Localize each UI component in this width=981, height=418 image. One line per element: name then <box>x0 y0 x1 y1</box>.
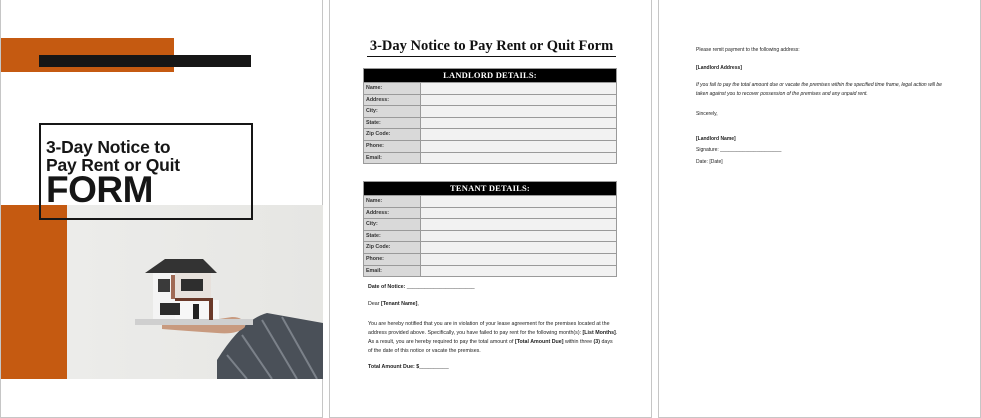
greeting <box>368 300 419 309</box>
signature-line[interactable]: Signature: ______________________ <box>696 147 782 153</box>
field-label: Address: <box>364 208 421 219</box>
table-row <box>364 105 616 117</box>
paragraph-text: days of the date of this notice or vacate the premises. <box>368 339 613 354</box>
closing-page <box>658 0 981 418</box>
table-row <box>364 82 616 94</box>
table-row <box>364 207 616 219</box>
sincerely: Sincerely, <box>696 111 718 117</box>
accent-bar-left <box>1 205 67 379</box>
landlord-zip-field[interactable] <box>421 129 616 140</box>
greeting-suffix: , <box>417 301 419 307</box>
tenant-zip-field[interactable] <box>421 242 616 253</box>
house-in-hand-icon <box>67 205 323 379</box>
table-row <box>364 117 616 129</box>
legal-warning: If you fail to pay the total amount due or vacate the premises within the specified time frame, legal action will be taken against you to recover possession of the premises and any unpaid rent. <box>696 82 942 97</box>
table-row <box>364 218 616 230</box>
tenant-name-field[interactable] <box>421 196 616 207</box>
field-label: Email: <box>364 153 421 164</box>
table-row <box>364 152 616 164</box>
tenant-address-field[interactable] <box>421 208 616 219</box>
form-page <box>329 0 652 418</box>
table-row <box>364 195 616 207</box>
list-months-placeholder: [List Months] <box>582 330 616 336</box>
total-amount-label: Total Amount Due: $ <box>368 364 420 370</box>
cover-title-box <box>39 123 253 220</box>
tenant-name-placeholder: [Tenant Name] <box>380 301 418 307</box>
black-stripe <box>39 55 251 67</box>
cover-page <box>0 0 323 418</box>
paragraph-text: . As a result, you are hereby required to pay the total amount of <box>368 330 618 345</box>
tenant-table-header: TENANT DETAILS: <box>364 182 616 195</box>
tenant-phone-field[interactable] <box>421 254 616 265</box>
cover-title-line-1: 3-Day Notice to <box>46 137 171 157</box>
date-of-notice-line <box>368 283 475 292</box>
paragraph-text: within three <box>563 339 594 345</box>
landlord-state-field[interactable] <box>421 118 616 129</box>
tenant-city-field[interactable] <box>421 219 616 230</box>
landlord-details-table <box>363 68 617 164</box>
tenant-email-field[interactable] <box>421 266 616 277</box>
greeting-prefix: Dear <box>368 301 381 307</box>
table-row <box>364 94 616 106</box>
field-label: Email: <box>364 266 421 277</box>
cover-title-form: FORM <box>46 169 153 210</box>
cover-title-line-2: Pay Rent or Quit <box>46 155 180 175</box>
table-row <box>364 253 616 265</box>
date-of-notice-blank[interactable]: _______________________ <box>406 284 475 290</box>
notice-paragraph <box>368 320 618 356</box>
field-label: Name: <box>364 83 421 94</box>
total-amount-blank[interactable]: __________ <box>419 364 449 370</box>
three-days-number: (3) <box>593 339 600 345</box>
table-row <box>364 241 616 253</box>
field-label: City: <box>364 219 421 230</box>
house-photo <box>67 205 323 379</box>
field-label: Zip Code: <box>364 242 421 253</box>
field-label: Phone: <box>364 254 421 265</box>
date-line: Date: [Date] <box>696 159 723 165</box>
field-label: City: <box>364 106 421 117</box>
table-row <box>364 265 616 277</box>
field-label: State: <box>364 231 421 242</box>
remit-instruction: Please remit payment to the following address: <box>696 47 800 53</box>
field-label: Address: <box>364 95 421 106</box>
landlord-address-field[interactable] <box>421 95 616 106</box>
landlord-city-field[interactable] <box>421 106 616 117</box>
landlord-name-field[interactable] <box>421 83 616 94</box>
date-of-notice-label: Date of Notice: <box>368 284 406 290</box>
field-label: Phone: <box>364 141 421 152</box>
landlord-table-header: LANDLORD DETAILS: <box>364 69 616 82</box>
form-title: 3-Day Notice to Pay Rent or Quit Form <box>367 38 616 57</box>
landlord-address-placeholder: [Landlord Address] <box>696 65 742 71</box>
tenant-state-field[interactable] <box>421 231 616 242</box>
landlord-email-field[interactable] <box>421 153 616 164</box>
landlord-phone-field[interactable] <box>421 141 616 152</box>
table-row <box>364 230 616 242</box>
field-label: State: <box>364 118 421 129</box>
tenant-details-table <box>363 181 617 277</box>
total-amount-line <box>368 363 449 372</box>
paragraph-text: You are hereby notified that you are in violation of your lease agreement for the premises located at the address provided above. Specifically, you have failed to pay rent for the following month(s): <box>368 321 610 336</box>
table-row <box>364 128 616 140</box>
field-label: Name: <box>364 196 421 207</box>
field-label: Zip Code: <box>364 129 421 140</box>
landlord-name-placeholder: [Landlord Name] <box>696 136 736 142</box>
table-row <box>364 140 616 152</box>
total-amount-placeholder: [Total Amount Due] <box>514 339 564 345</box>
